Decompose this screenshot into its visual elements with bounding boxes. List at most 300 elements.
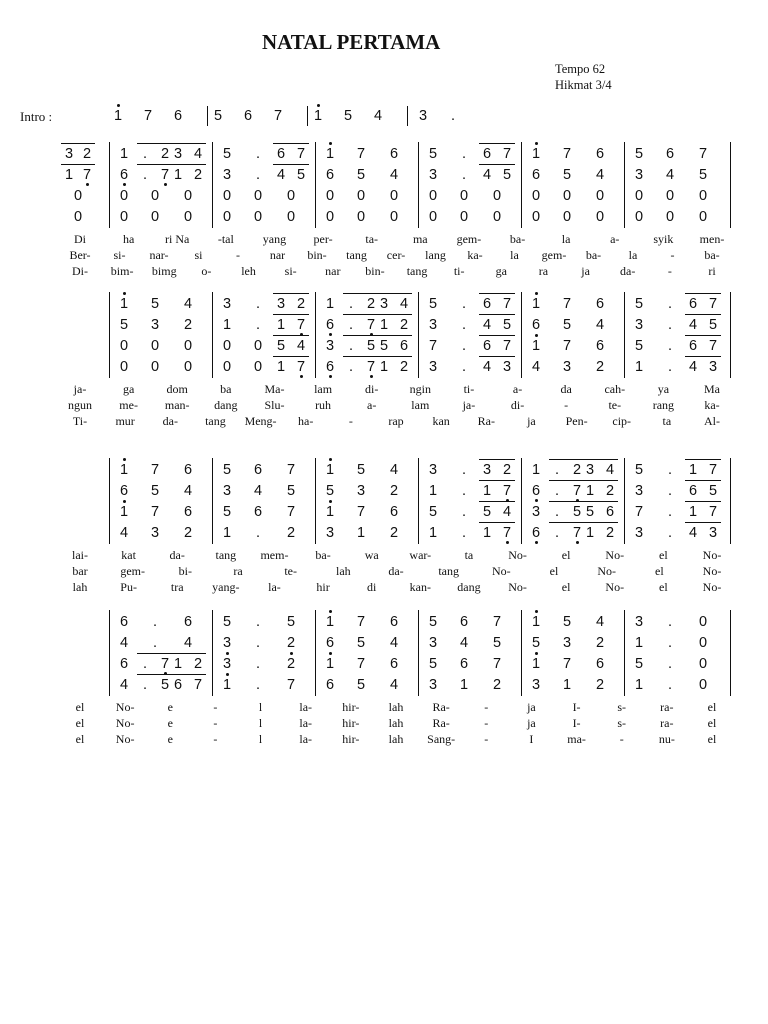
note-digit: 6 [253,462,263,478]
lyric-syllable: gem- [541,248,567,262]
lyric-syllable: No- [605,548,625,562]
note-digit: 4 [183,296,193,312]
note [271,146,291,162]
note-digit: 0 [150,188,160,204]
lyric-syllable: hir- [342,732,360,746]
note-digit: 2 [82,146,92,162]
note-digit: 1 [325,614,335,630]
eighth-beam [685,335,721,336]
note-digit: 0 [595,188,605,204]
lyric-syllable: ja- [462,398,476,412]
note-digit: 0 [150,209,160,225]
note [557,656,577,672]
note-digit: . [667,525,673,541]
octave-down-dot [123,183,126,186]
lyric-syllable: ka- [704,398,720,412]
note-digit: 6 [243,108,253,124]
note-digit: 0 [119,359,129,375]
note-digit: 2 [389,483,399,499]
note-digit: 7 [296,359,306,375]
note-digit: 4 [531,359,541,375]
note [693,146,713,162]
note [454,188,474,204]
note-digit: 5 [150,296,160,312]
note-digit: 6 [253,504,263,520]
note [168,146,188,162]
lyric-syllable: ba- [315,548,331,562]
note-digit: 3 [428,167,438,183]
note-digit: 5 [356,677,366,693]
note-digit: 0 [183,338,193,354]
lyric-syllable: di- [510,398,525,412]
lyric-syllable: a- [367,398,377,412]
note [477,504,497,520]
note [629,525,649,541]
note-digit: 7 [160,167,170,183]
note-digit: 0 [492,209,502,225]
note-digit: 6 [665,146,675,162]
note [271,317,291,333]
note [526,167,546,183]
eighth-beam [685,522,721,523]
note-digit: 5 [634,656,644,672]
lyric-syllable: bim- [110,264,134,278]
note [320,462,340,478]
lyric-syllable: ga [495,264,507,278]
lyric-syllable: nar- [149,248,169,262]
note-digit: 0 [150,359,160,375]
lyric-syllable: ma- [567,732,586,746]
note [374,338,394,354]
lyric-syllable: Pen- [565,414,588,428]
lyric-syllable: -tal [217,232,234,246]
note [526,146,546,162]
note-digit: . [461,338,467,354]
note-digit: 5 [222,146,232,162]
note-digit: 1 [64,167,74,183]
note-digit: 2 [595,677,605,693]
note-digit: 5 [428,296,438,312]
lyric-syllable: ta [662,414,672,428]
note [114,614,134,630]
note-digit: 1 [379,359,389,375]
note [454,656,474,672]
note [526,188,546,204]
note-digit: . [667,504,673,520]
note-digit: 6 [173,108,183,124]
note [188,146,208,162]
note-digit: 5 [286,614,296,630]
note [384,209,404,225]
eighth-beam [685,459,721,460]
lyric-syllable: ngun [68,398,92,412]
lyric-syllable: - [484,716,489,730]
lyric-syllable: ngin [409,382,431,396]
note [683,296,703,312]
eighth-beam [137,653,173,654]
eighth-beam [273,314,309,315]
note-digit: . [142,167,148,183]
note [271,359,291,375]
note-digit: . [667,296,673,312]
note-digit: 3 [150,317,160,333]
note-digit: 5 [531,635,541,651]
note-digit: . [255,656,261,672]
note [454,317,474,333]
lyric-syllable: lah [388,716,404,730]
note-digit: 1 [531,146,541,162]
note [291,359,311,375]
note-digit: 4 [253,483,263,499]
note-digit: 6 [595,146,605,162]
lyric-syllable: me- [119,398,138,412]
note-digit: 4 [595,614,605,630]
eighth-beam [685,501,721,502]
note [526,614,546,630]
note [590,317,610,333]
note-digit: 7 [82,167,92,183]
note-digit: 4 [389,167,399,183]
note-digit: 3 [502,359,512,375]
note [291,167,311,183]
barline [212,458,213,544]
note [114,525,134,541]
note [629,635,649,651]
lyric-syllable: bin- [307,248,327,262]
note-digit: 4 [389,462,399,478]
eighth-beam [376,335,412,336]
lyric-syllable: Ra- [432,700,450,714]
note-digit: . [667,317,673,333]
lyric-syllable: ti- [463,382,475,396]
note [217,504,237,520]
note [394,338,414,354]
eighth-beam [479,501,515,502]
note-digit: 1 [688,504,698,520]
lyric-syllable: lah [335,564,351,578]
note [374,359,394,375]
note-digit: 1 [276,359,286,375]
note-digit: 1 [379,317,389,333]
note [217,462,237,478]
note-digit: . [461,525,467,541]
lyric-syllable: wa [364,548,379,562]
barline [315,458,316,544]
lyric-syllable: ha- [298,414,314,428]
note-digit: 7 [273,108,283,124]
note-digit: 5 [343,108,353,124]
note-digit: 5 [502,317,512,333]
note [477,359,497,375]
note [703,483,723,499]
note [145,188,165,204]
note [168,677,188,693]
note [394,359,414,375]
octave-up-dot [123,458,126,461]
note [248,483,268,499]
note [248,656,268,672]
note [526,635,546,651]
note [526,209,546,225]
barline [521,458,522,544]
note-digit: 6 [325,677,335,693]
note-digit: 0 [531,209,541,225]
octave-up-dot [329,500,332,503]
note [248,525,268,541]
note [341,317,361,333]
note-digit: 0 [459,188,469,204]
note [660,635,680,651]
eighth-beam [137,164,173,165]
note [291,296,311,312]
lyric-syllable: ba- [585,248,602,262]
note-digit: 3 [562,635,572,651]
barline-end [730,610,731,696]
note [487,188,507,204]
note-digit: . [667,462,673,478]
note [320,635,340,651]
note [217,338,237,354]
note-digit: 0 [286,188,296,204]
note [351,209,371,225]
note [477,296,497,312]
note-digit: 0 [665,209,675,225]
note [271,296,291,312]
note-digit: 7 [634,504,644,520]
lyric-syllable: l [258,700,263,714]
note-digit: 1 [428,483,438,499]
note-digit: 5 [634,296,644,312]
song-title: NATAL PERTAMA [262,30,441,54]
note-digit: 4 [183,635,193,651]
note [547,525,567,541]
lyric-syllable: - [619,732,624,746]
note-digit: 7 [160,656,170,672]
note [547,504,567,520]
note [660,296,680,312]
note-digit: 3 [708,359,718,375]
note [580,525,600,541]
note [423,462,443,478]
lyric-syllable: di [367,580,377,594]
note-digit: 2 [183,317,193,333]
note-digit: 7 [286,504,296,520]
octave-down-dot [506,541,509,544]
note-digit: 3 [379,296,389,312]
eighth-beam [582,501,618,502]
note [168,656,188,672]
note [703,296,723,312]
note [423,635,443,651]
barline [624,292,625,378]
eighth-beam [582,480,618,481]
note-digit: 7 [366,317,376,333]
note [580,504,600,520]
note-digit: 3 [531,677,541,693]
lyric-syllable: ma [412,232,428,246]
note-digit: . [142,677,148,693]
note-digit: 4 [119,635,129,651]
lyric-syllable: man- [164,398,190,412]
note-digit: 3 [222,483,232,499]
note-digit: 5 [634,338,644,354]
note-digit: 6 [531,317,541,333]
note-digit: 5 [325,483,335,499]
note-digit: 2 [296,296,306,312]
note-digit: 1 [634,677,644,693]
note [145,338,165,354]
lyric-syllable: Ra- [432,716,450,730]
note-digit: 5 [562,317,572,333]
note [320,614,340,630]
octave-up-dot [535,142,538,145]
lyric-syllable: war- [409,548,432,562]
note-digit: 1 [531,614,541,630]
lyric-syllable: yang [262,232,287,246]
note [145,635,165,651]
note [557,359,577,375]
note-digit: 0 [73,209,83,225]
lyric-syllable: ta- [365,232,379,246]
note-digit: 7 [366,359,376,375]
note [281,209,301,225]
octave-down-dot [164,183,167,186]
eighth-beam [273,143,309,144]
lyric-syllable: e [167,700,173,714]
note [281,656,301,672]
note-digit: 1 [482,483,492,499]
note-digit: . [142,656,148,672]
lyric-syllable: ra [538,264,549,278]
note [217,188,237,204]
note [629,209,649,225]
note [487,614,507,630]
note [526,338,546,354]
note [454,167,474,183]
note-digit: 4 [459,635,469,651]
note-digit: . [461,146,467,162]
note-digit: 3 [634,317,644,333]
lyric-syllable: No- [491,564,511,578]
note [423,317,443,333]
note-digit: 5 [366,338,376,354]
lyric-syllable: la- [268,580,281,594]
note-digit: 6 [459,614,469,630]
lyric-syllable: Pu- [120,580,137,594]
note [108,108,128,124]
note-digit: 3 [428,359,438,375]
note-digit: 4 [389,677,399,693]
lyric-syllable: per- [313,232,333,246]
note-digit: 6 [482,146,492,162]
note [629,146,649,162]
note-digit: . [450,108,456,124]
eighth-beam [343,293,379,294]
eighth-beam [273,335,309,336]
note-digit: 0 [459,209,469,225]
note [547,483,567,499]
eighth-beam [273,164,309,165]
meter-label: Hikmat 3/4 [555,78,612,92]
note-digit: 7 [296,317,306,333]
note-digit: 3 [356,483,366,499]
eighth-beam [685,293,721,294]
note [248,635,268,651]
lyric-syllable: - [213,732,218,746]
note [77,167,97,183]
note-digit: 7 [502,296,512,312]
note [629,188,649,204]
note-digit: 2 [366,296,376,312]
note-digit: . [667,656,673,672]
note [145,483,165,499]
note-digit: . [348,317,354,333]
note-digit: 7 [708,504,718,520]
lyric-syllable: Ra- [477,414,495,428]
note-digit: 1 [634,635,644,651]
note [351,614,371,630]
note-digit: 0 [389,209,399,225]
note-digit: 6 [183,614,193,630]
lyric-syllable: ja [527,414,536,428]
intro-barline [407,106,408,126]
note-digit: 0 [562,188,572,204]
note-digit: 1 [119,146,129,162]
note-digit: 5 [213,108,223,124]
note [281,504,301,520]
note-digit: 6 [595,338,605,354]
lyric-syllable: Di- [72,264,88,278]
note [320,483,340,499]
intro-label: Intro : [20,109,53,124]
octave-up-dot [329,142,332,145]
lyric-syllable: l [258,732,263,746]
note [454,525,474,541]
eighth-beam [685,314,721,315]
note-digit: 7 [502,483,512,499]
lyric-syllable: tang [215,548,237,562]
note [178,317,198,333]
lyric-syllable: ha [122,232,135,246]
note [178,359,198,375]
octave-up-dot [535,652,538,655]
note-digit: . [667,635,673,651]
note [384,462,404,478]
note [423,656,443,672]
lyric-syllable: tang [205,414,226,428]
barline [418,458,419,544]
note [454,677,474,693]
note-digit: 3 [562,359,572,375]
octave-up-dot [535,610,538,613]
note [281,677,301,693]
lyric-syllable: el [707,732,717,746]
lyric-syllable: nar [269,248,286,262]
note [268,108,288,124]
note [683,504,703,520]
note-digit: 7 [502,146,512,162]
barline [521,610,522,696]
note [308,108,328,124]
note-digit: 6 [389,504,399,520]
lyric-syllable: s- [617,700,627,714]
note [703,525,723,541]
note [68,209,88,225]
octave-down-dot [535,499,538,502]
note [114,317,134,333]
note-digit: 1 [585,483,595,499]
note [497,483,517,499]
